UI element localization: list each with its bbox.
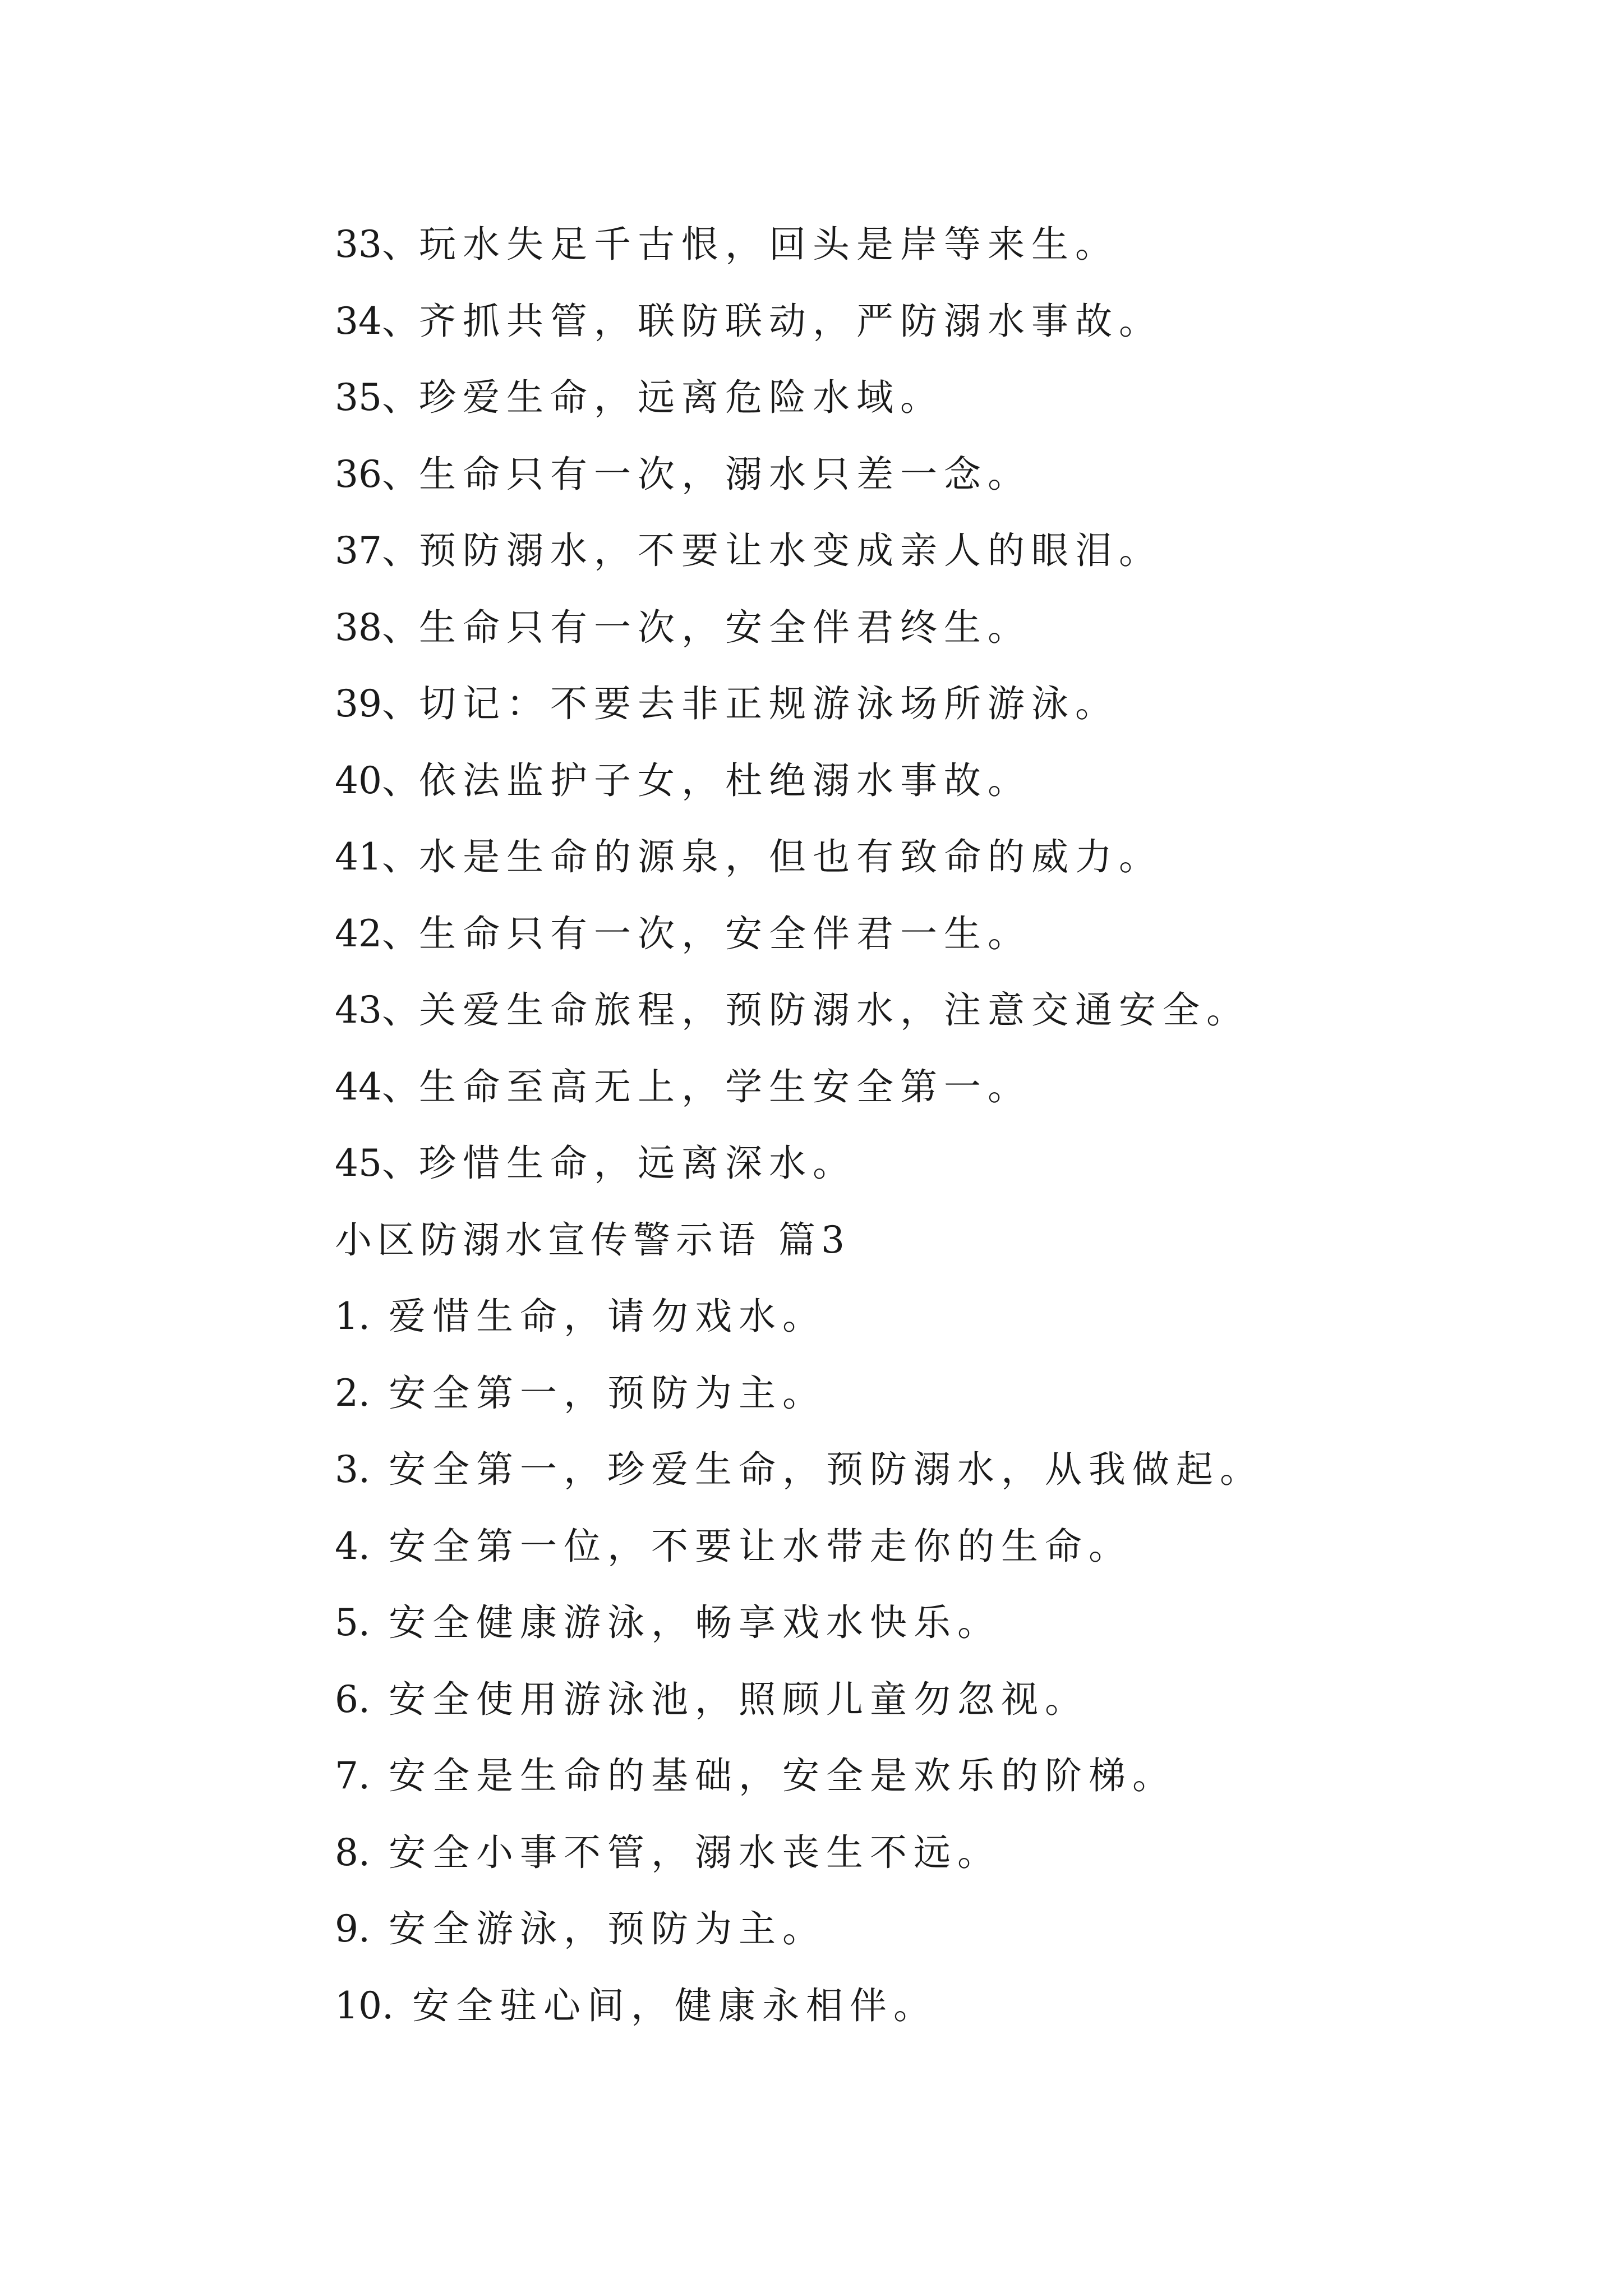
- item-number: 3.: [335, 1448, 370, 1491]
- list-item: [335, 590, 1513, 666]
- item-text: 安全第一位，不要让水带走你的生命。: [370, 1524, 1132, 1568]
- item-text: 安全小事不管，溺水丧生不远。: [370, 1830, 1001, 1874]
- list-item: [335, 1125, 1513, 1202]
- item-number: 39、: [335, 682, 419, 725]
- list-item: [335, 819, 1513, 896]
- list-item: [335, 206, 1513, 283]
- item-number: 33、: [335, 223, 419, 266]
- item-number: 1.: [335, 1295, 370, 1338]
- item-text: 生命只有一次，溺水只差一念。: [418, 452, 1031, 496]
- item-text: 安全使用游泳池，照顾儿童勿忽视。: [370, 1677, 1089, 1721]
- item-number: 45、: [335, 1142, 419, 1185]
- list-item: [335, 283, 1513, 360]
- item-text: 安全是生命的基础，安全是欢乐的阶梯。: [370, 1754, 1176, 1797]
- item-text: 关爱生命旅程，预防溺水，注意交通安全。: [418, 988, 1250, 1032]
- list-item: [335, 513, 1513, 590]
- list-item: [335, 666, 1513, 743]
- item-text: 珍爱生命，远离危险水域。: [418, 376, 944, 419]
- item-text: 安全健康游泳，畅享戏水快乐。: [370, 1601, 1001, 1644]
- list-item: [335, 360, 1513, 436]
- document-body: [335, 206, 1513, 2044]
- list-item: [335, 1968, 1513, 2045]
- item-number: 10.: [335, 1984, 394, 2027]
- item-text: 切记：不要去非正规游泳场所游泳。: [418, 682, 1119, 725]
- list-item: [335, 1815, 1513, 1892]
- item-text: 爱惜生命，请勿戏水。: [370, 1295, 826, 1338]
- item-text: 水是生命的源泉，但也有致命的威力。: [418, 835, 1163, 878]
- item-number: 40、: [335, 758, 419, 802]
- section-heading: 小区防溺水宣传警示语 篇3: [335, 1218, 850, 1262]
- item-number: 9.: [335, 1907, 370, 1950]
- item-number: 35、: [335, 376, 419, 419]
- list-item: [335, 743, 1513, 820]
- item-number: 43、: [335, 988, 419, 1032]
- item-text: 安全第一，预防为主。: [370, 1371, 826, 1415]
- list-item: [335, 1738, 1513, 1815]
- list-item: [335, 1585, 1513, 1662]
- list-item: [335, 1432, 1513, 1508]
- item-number: 8.: [335, 1830, 370, 1874]
- list-item: [335, 436, 1513, 513]
- list-item: [335, 1049, 1513, 1126]
- list-item: [335, 1891, 1513, 1968]
- item-number: 38、: [335, 605, 419, 649]
- item-number: 42、: [335, 912, 419, 955]
- item-number: 34、: [335, 299, 419, 343]
- item-text: 齐抓共管，联防联动，严防溺水事故。: [418, 299, 1163, 343]
- list-item: [335, 1355, 1513, 1432]
- item-number: 36、: [335, 452, 419, 496]
- item-number: 44、: [335, 1065, 419, 1108]
- item-text: 生命至高无上，学生安全第一。: [418, 1065, 1031, 1108]
- item-number: 7.: [335, 1754, 370, 1797]
- item-text: 依法监护子女，杜绝溺水事故。: [418, 758, 1031, 802]
- item-number: 41、: [335, 835, 419, 878]
- item-text: 生命只有一次，安全伴君终生。: [418, 605, 1031, 649]
- list-item: [335, 1662, 1513, 1738]
- list-item: [335, 1508, 1513, 1585]
- item-text: 预防溺水，不要让水变成亲人的眼泪。: [418, 529, 1163, 572]
- list-item: [335, 896, 1513, 973]
- item-number: 6.: [335, 1677, 370, 1721]
- item-text: 安全游泳，预防为主。: [370, 1907, 826, 1950]
- item-text: 生命只有一次，安全伴君一生。: [418, 912, 1031, 955]
- item-number: 2.: [335, 1371, 370, 1415]
- item-text: 安全第一，珍爱生命，预防溺水，从我做起。: [370, 1448, 1264, 1491]
- item-text: 玩水失足千古恨，回头是岸等来生。: [418, 223, 1119, 266]
- list-item: [335, 972, 1513, 1049]
- item-number: 37、: [335, 529, 419, 572]
- item-text: 珍惜生命，远离深水。: [418, 1142, 856, 1185]
- list-item: [335, 1278, 1513, 1355]
- item-number: 4.: [335, 1524, 370, 1568]
- item-number: 5.: [335, 1601, 370, 1644]
- item-text: 安全驻心间，健康永相伴。: [393, 1984, 937, 2027]
